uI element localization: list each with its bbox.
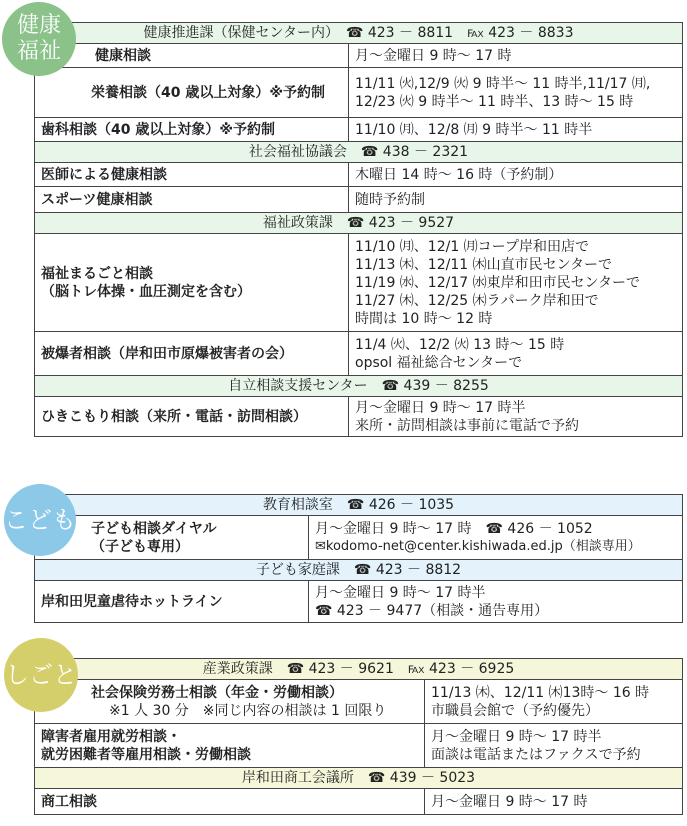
service-value: 月～金曜日 9 時～ 17 時 ☎ 426 － 1052 ✉kodomo-net@center.kishiwada.ed.jp（相談専用） [309, 516, 683, 560]
section-header: 岸和田商工会議所 ☎ 439 － 5023 [35, 768, 683, 789]
service-value: 月～金曜日 9 時～ 17 時半 面談は電話またはファクスで予約 [425, 724, 683, 768]
section-header: 産業政策課 ☎ 423 － 9621 ℻ 423 － 6925 [35, 659, 683, 680]
section-header: 福祉政策課 ☎ 423 － 9527 [35, 213, 683, 234]
children-table [34, 494, 683, 623]
service-label: ひきこもり相談（来所・電話・訪問相談） [35, 397, 349, 437]
service-value: 木曜日 14 時～ 16 時（予約制） [349, 163, 683, 187]
service-label: 福祉まるごと相談 （脳トレ体操・血圧測定を含む） [35, 234, 349, 332]
section-header: 社会福祉協議会 ☎ 438 － 2321 [35, 142, 683, 163]
table-row [35, 397, 683, 437]
service-label: 岸和田児童虐待ホットライン [35, 581, 309, 623]
table-row [35, 234, 683, 332]
table-row [35, 789, 683, 815]
service-label: 障害者雇用就労相談・ 就労困難者等雇用相談・労働相談 [35, 724, 425, 768]
section-header: 健康推進課（保健センター内） ☎ 423 － 8811 ℻ 423 － 8833 [35, 23, 683, 44]
service-label: 医師による健康相談 [35, 163, 349, 187]
service-label: 社会保険労務士相談（年金・労働相談） ※1 人 30 分 ※同じ内容の相談は 1 回限り [35, 680, 425, 724]
service-value: 11/11 ㈫,12/9 ㈫ 9 時半～ 11 時半,11/17 ㈪, 12/23 ㈫ 9 時半～ 11 時半、13 時～ 15 時 [349, 68, 683, 118]
table-row [35, 118, 683, 142]
service-label: 健康相談 [35, 44, 349, 68]
section-header: 子ども家庭課 ☎ 423 － 8812 [35, 560, 683, 581]
children-badge: こども [4, 484, 76, 556]
service-label: スポーツ健康相談 [35, 187, 349, 213]
service-value: 11/4 ㈫、12/2 ㈫ 13 時～ 15 時 opsol 福祉総合センターで [349, 332, 683, 376]
table-row [35, 516, 683, 560]
table-row [35, 68, 683, 118]
service-label: 栄養相談（40 歳以上対象）※予約制 [35, 68, 349, 118]
service-label: 歯科相談（40 歳以上対象）※予約制 [35, 118, 349, 142]
service-value: 月～金曜日 9 時～ 17 時 [425, 789, 683, 815]
table-row [35, 680, 683, 724]
section-header: 教育相談室 ☎ 426 － 1035 [35, 495, 683, 516]
service-label: 商工相談 [35, 789, 425, 815]
table-row [35, 332, 683, 376]
work-badge: しごと [4, 638, 78, 712]
service-value: 月～金曜日 9 時～ 17 時半 ☎ 423 － 9477（相談・通告専用） [309, 581, 683, 623]
service-value: 11/10 ㈪、12/1 ㈪コープ岸和田店で 11/13 ㈭、12/11 ㈭山直市民センターで 11/19 ㈬、12/17 ㈬東岸和田市民センターで 11/27 ㈭、12/25 ㈭ラパーク岸和田で 時間は 10 時～ 12 時 [349, 234, 683, 332]
service-value: 月～金曜日 9 時～ 17 時 [349, 44, 683, 68]
service-value: 随時予約制 [349, 187, 683, 213]
health-welfare-table [34, 22, 683, 437]
service-value: 月～金曜日 9 時～ 17 時半 来所・訪問相談は事前に電話で予約 [349, 397, 683, 437]
service-value: 11/13 ㈭、12/11 ㈭13時～ 16 時 市職員会館で（予約優先） [425, 680, 683, 724]
table-row [35, 163, 683, 187]
health-welfare-badge: 健康 福祉 [2, 2, 76, 76]
section-header: 自立相談支援センター ☎ 439 － 8255 [35, 376, 683, 397]
table-row [35, 724, 683, 768]
service-label: 被爆者相談（岸和田市原爆被害者の会） [35, 332, 349, 376]
work-table [34, 658, 683, 815]
service-label: 子ども相談ダイヤル （子ども専用） [35, 516, 309, 560]
table-row [35, 581, 683, 623]
table-row [35, 44, 683, 68]
table-row [35, 187, 683, 213]
service-value: 11/10 ㈪、12/8 ㈪ 9 時半～ 11 時半 [349, 118, 683, 142]
